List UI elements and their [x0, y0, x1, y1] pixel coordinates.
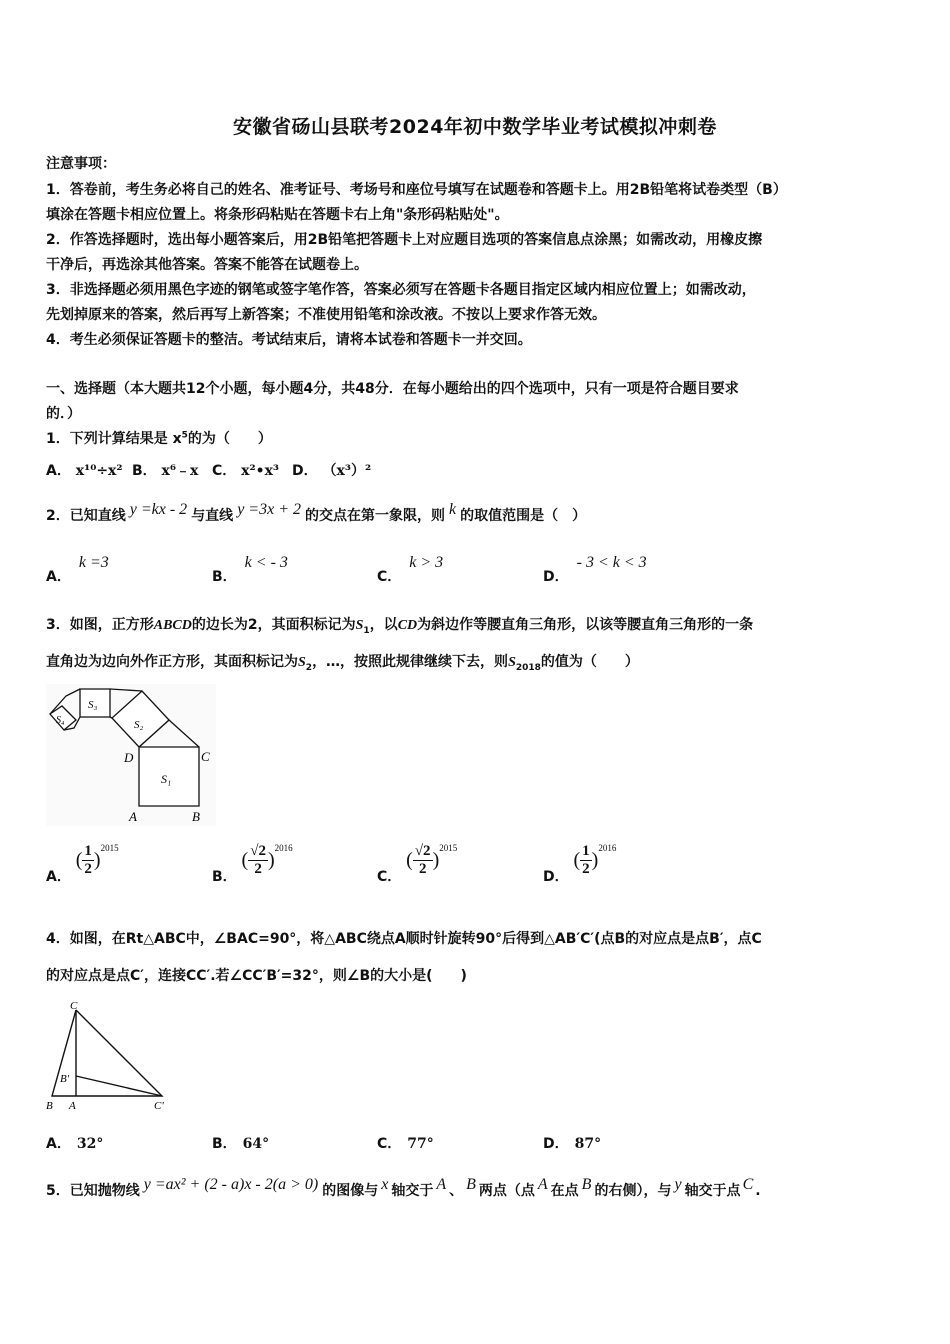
notice-line: 4．考生必须保证答题卡的整洁。考试结束后，请将本试卷和答题卡一并交回。	[46, 332, 532, 348]
label-a: A	[129, 809, 137, 824]
question-5-stem: 5．已知抛物线 y =ax² + (2 - a)x - 2(a > 0) 的图像与 x 轴交于 A 、 B 两点（点 A 在点 B 的右侧），与 y 轴交于点 C .	[46, 1176, 761, 1199]
question-3-stem-line1: 3．如图，正方形ABCD的边长为2，其面积标记为$S_1$，以CD为斜边作等腰直角三角形，以该等腰直角三角形的一条	[46, 617, 754, 636]
q4-option-d[interactable]: D． 87°	[543, 1136, 602, 1152]
q3-option-c[interactable]: C． ( $\frac{√2}{2}$ )$^{2015}$	[377, 843, 458, 885]
q3-option-d[interactable]: D． ( $\frac{1}{2}$ )$^{2016}$	[543, 843, 617, 885]
label-c-prime: C'	[154, 1100, 164, 1112]
q1-option-b[interactable]: B． x⁶﹣x	[132, 463, 199, 479]
label-a: A	[69, 1100, 76, 1112]
notice-line: 1．答卷前，考生务必将自己的姓名、准考证号、考场号和座位号填写在试题卷和答题卡上。用2B铅笔将试卷类型（B）	[46, 182, 787, 198]
label-b-prime: B'	[60, 1073, 70, 1085]
q3-option-a[interactable]: A． ( $\frac{1}{2}$ )$^{2015}$	[46, 843, 119, 885]
q3-option-b[interactable]: B． ( $\frac{√2}{2}$ )$^{2016}$	[212, 843, 293, 885]
notice-line: 干净后，再选涂其他答案。答案不能答在试题卷上。	[46, 257, 368, 273]
label-s3: S₃	[88, 699, 98, 711]
notice-line: 2．作答选择题时，选出每小题答案后，用2B铅笔把答题卡上对应题目选项的答案信息点涂黑；如需改动，用橡皮擦	[46, 232, 763, 248]
page-title: 安徽省砀山县联考2024年初中数学毕业考试模拟冲刺卷	[233, 116, 717, 138]
question-3-stem-line2: 直角边为边向外作正方形，其面积标记为$S_2$，…，按照此规律继续下去，则$S_{2018}$的值为（ ）	[46, 654, 639, 673]
label-c: C	[201, 749, 210, 764]
q4-option-b[interactable]: B． 64°	[212, 1136, 270, 1152]
notice-line: 先划掉原来的答案，然后再写上新答案；不准使用铅笔和涂改液。不按以上要求作答无效。	[46, 307, 606, 323]
q3-squares-figure	[46, 684, 216, 826]
question-4-stem-line2: 的对应点是点C′，连接CC′.若∠CC′B′=32°，则∠B的大小是( )	[46, 968, 467, 984]
question-4-stem-line1: 4．如图，在Rt△ABC中，∠BAC=90°，将△ABC绕点A顺时针旋转90°后得到△AB′C′(点B的对应点是点B′，点C	[46, 931, 762, 947]
q2-option-b[interactable]: B．k < - 3	[212, 554, 288, 585]
label-b: B	[192, 809, 200, 824]
q2-option-c[interactable]: C．k > 3	[377, 554, 444, 585]
notice-heading: 注意事项：	[46, 156, 116, 172]
q1-option-c[interactable]: C． x²•x³	[212, 463, 280, 479]
label-c: C	[70, 1000, 78, 1012]
label-s1: S₁	[161, 772, 172, 786]
notice-line: 填涂在答题卡相应位置上。将条形码粘贴在答题卡右上角"条形码粘贴处"。	[46, 207, 509, 223]
section-heading-cont: 的．）	[46, 406, 81, 422]
question-2-stem: 2．已知直线 y =kx - 2 与直线 y =3x + 2 的交点在第一象限，则 k 的取值范围是（ ）	[46, 501, 587, 524]
q1-option-a[interactable]: A． x¹⁰÷x²	[46, 463, 123, 479]
label-d: D	[124, 750, 134, 765]
q4-option-a[interactable]: A． 32°	[46, 1136, 104, 1152]
q2-option-a[interactable]: A．k =3	[46, 554, 109, 585]
label-s4: S₄	[56, 715, 65, 726]
segment-b1c1	[76, 1076, 162, 1096]
label-b: B	[46, 1100, 53, 1112]
label-s2: S₂	[134, 719, 144, 731]
section-heading: 一、选择题（本大题共12个小题，每小题4分，共48分．在每小题给出的四个选项中，只有一项是符合题目要求	[46, 381, 739, 397]
q4-triangle-figure	[44, 998, 180, 1114]
question-1-stem: 1．下列计算结果是 $x^5$的为（ ）	[46, 430, 272, 447]
notice-line: 3．非选择题必须用黑色字迹的钢笔或签字笔作答，答案必须写在答题卡各题目指定区域内相应位置上；如需改动，	[46, 282, 756, 298]
q1-option-d[interactable]: D． （x³）²	[292, 463, 372, 479]
q4-option-c[interactable]: C． 77°	[377, 1136, 434, 1152]
q2-option-d[interactable]: D．- 3 < k < 3	[543, 554, 647, 585]
